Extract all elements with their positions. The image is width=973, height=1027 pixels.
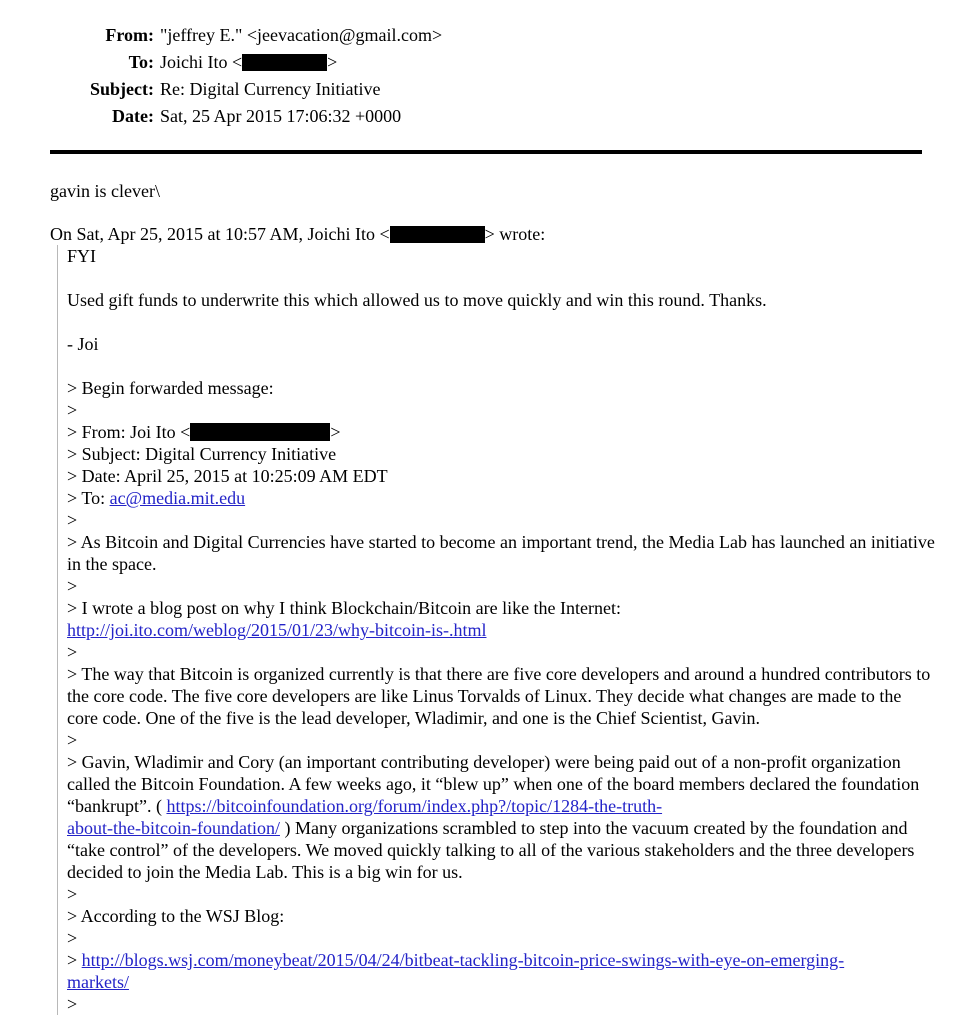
quote-paragraph: - Joi xyxy=(67,334,99,354)
header-field-value: Sat, 25 Apr 2015 17:06:32 +0000 xyxy=(160,106,402,126)
header-field-label: To: xyxy=(128,52,154,72)
header-field-row xyxy=(0,49,973,76)
header-field-value: Re: Digital Currency Initiative xyxy=(160,79,381,99)
quote-blank-line xyxy=(67,267,935,289)
header-field-value: "jeffrey E." <jeevacation@gmail.com> xyxy=(160,25,443,45)
message-intro-text: gavin is clever\ xyxy=(50,181,160,201)
quote-blank-line xyxy=(67,355,935,377)
quote-paragraph: > To: ac@media.mit.edu xyxy=(67,488,246,508)
header-field-row xyxy=(0,76,973,103)
quote-paragraph: > xyxy=(67,400,78,420)
quote-paragraph: > Date: April 25, 2015 at 10:25:09 AM EDT xyxy=(67,466,388,486)
quote-paragraph: > Gavin, Wladimir and Cory (an important contributing developer) were being paid out of a non-profit organization called the Bitcoin Foundation. A few weeks ago, it “blew up” when one of the board members declared the foundation “bankrupt”. ( https://bitcoinfoundation.org/forum/index.php?/topic/1284-the-truth- about-the-bitcoin-foundation/ ) Many organizations scrambled to step into the vacuum created by the foundation and “take control” of the developers. We moved quickly talking to all of the various stakeholders and the three developers decided to join the Media Lab. This is a big win for us. xyxy=(67,752,920,882)
quote-paragraph: > xyxy=(67,928,78,948)
header-field-row xyxy=(0,103,973,130)
header-field-row xyxy=(0,22,973,49)
quote-paragraph: > From: Joi Ito < > xyxy=(67,422,341,442)
header-field-label: From: xyxy=(105,25,154,45)
email-header-block xyxy=(0,0,973,130)
quote-paragraph: > According to the WSJ Blog: xyxy=(67,906,285,926)
quote-paragraph: > I wrote a blog post on why I think Blockchain/Bitcoin are like the Internet: http://joi.ito.com/weblog/2015/01/23/why-bitcoin-is-.html xyxy=(67,598,622,640)
quote-paragraph: > xyxy=(67,730,78,750)
quote-blank-line xyxy=(67,311,935,333)
header-field-label: Subject: xyxy=(90,79,154,99)
quote-paragraph: > http://blogs.wsj.com/moneybeat/2015/04/24/bitbeat-tackling-bitcoin-price-swings-with-eye-on-emerging- markets/ xyxy=(67,950,845,992)
hyperlink[interactable]: http://joi.ito.com/weblog/2015/01/23/why-bitcoin-is-.html xyxy=(67,620,487,640)
quote-paragraph: > xyxy=(67,994,78,1014)
header-field-label: Date: xyxy=(112,106,154,126)
quote-paragraph: > Begin forwarded message: xyxy=(67,378,274,398)
quote-paragraph: > Subject: Digital Currency Initiative xyxy=(67,444,337,464)
quote-paragraph: > As Bitcoin and Digital Currencies have started to become an important trend, the Media Lab has launched an initiative in the space. xyxy=(67,532,935,574)
hyperlink[interactable]: http://blogs.wsj.com/moneybeat/2015/04/24/bitbeat-tackling-bitcoin-price-swings-with-eye-on-emerging- markets/ xyxy=(67,950,845,992)
quote-paragraph: > xyxy=(67,576,78,596)
quote-paragraph: > xyxy=(67,642,78,662)
quote-paragraph: FYI xyxy=(67,246,97,266)
quoted-message-block xyxy=(57,245,935,1015)
header-field-value: Joichi Ito < > xyxy=(160,52,338,72)
redaction-box xyxy=(242,54,327,71)
quote-paragraph: > xyxy=(67,884,78,904)
header-separator xyxy=(50,150,922,154)
hyperlink[interactable]: ac@media.mit.edu xyxy=(109,488,246,508)
reply-attribution-line: On Sat, Apr 25, 2015 at 10:57 AM, Joichi Ito < > wrote: xyxy=(50,224,546,244)
quote-paragraph: > The way that Bitcoin is organized currently is that there are five core developers and around a hundred contributors to the core code. The five core developers are like Linus Torvalds of Linux. They decide what changes are made to the core code. One of the five is the lead developer, Wladimir, and one is the Chief Scientist, Gavin. xyxy=(67,664,931,728)
quote-paragraph: Used gift funds to underwrite this which allowed us to move quickly and win this round. Thanks. xyxy=(67,290,767,310)
hyperlink[interactable]: https://bitcoinfoundation.org/forum/index.php?/topic/1284-the-truth- about-the-bitcoin-foundation/ xyxy=(67,796,663,838)
redaction-box xyxy=(190,423,330,441)
redaction-box xyxy=(390,226,485,243)
quote-paragraph: > xyxy=(67,510,78,530)
